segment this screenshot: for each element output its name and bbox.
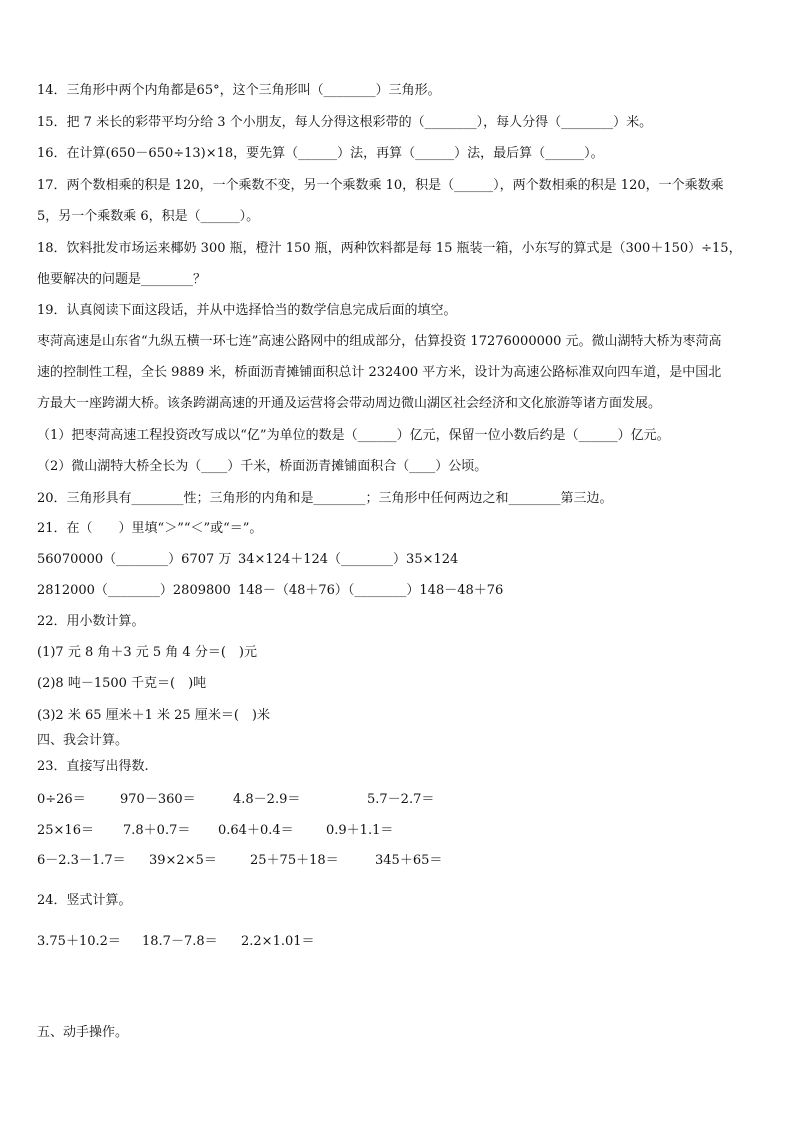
question-19-sub-2: （2）微山湖特大桥全长为（____）千米，桥面沥青摊铺面积合（____）公顷。 (37, 459, 488, 474)
question-19-paragraph-1: 枣菏高速是山东省“九纵五横一环七连”高速公路网中的组成部分，估算投资 17276000000 元。微山湖特大桥为枣菏高 (37, 334, 722, 349)
question-23-title: 23．直接写出得数. (37, 759, 149, 774)
question-20: 20．三角形具有________性；三角形的内角和是________；三角形中任何两边之和________第三边。 (37, 491, 613, 506)
calc-item: 7.8＋0.7＝ (123, 823, 191, 838)
question-22-title: 22．用小数计算。 (37, 614, 145, 629)
vertical-calc-item: 18.7－7.8＝ (142, 934, 218, 949)
question-17-line-2: 5，另一个乘数乘 6，积是（______）。 (37, 209, 260, 224)
calc-item: 345＋65＝ (375, 853, 443, 868)
question-24-title: 24．竖式计算。 (37, 893, 132, 908)
calc-item: 25×16＝ (37, 823, 94, 838)
question-18-line-1: 18．饮料批发市场运来椰奶 300 瓶，橙汁 150 瓶，两种饮料都是每 15 瓶装一箱，小东写的算式是（300＋150）÷15， (37, 241, 742, 256)
question-19-paragraph-3: 方最大一座跨湖大桥。该条跨湖高速的开通及运营将会带动周边微山湖区社会经济和文化旅游等诸方面发展。 (37, 396, 662, 411)
section-5-heading: 五、动手操作。 (37, 1025, 129, 1040)
calc-item: 0÷26＝ (37, 792, 86, 807)
question-22-item-3: (3)2 米 65 厘米＋1 米 25 厘米＝( )米 (37, 708, 270, 723)
calc-item: 970－360＝ (120, 792, 196, 807)
question-19-sub-1: （1）把枣菏高速工程投资改写成以“亿”为单位的数是（______）亿元，保留一位小数后约是（______）亿元。 (37, 428, 670, 443)
compare-item: 56070000（________）6707 万 (37, 552, 232, 567)
calc-item: 5.7－2.7＝ (367, 792, 435, 807)
compare-item: 148－（48＋76）（________）148－48＋76 (238, 583, 504, 598)
calc-item: 0.64＋0.4＝ (218, 823, 294, 838)
vertical-calc-item: 2.2×1.01＝ (241, 934, 315, 949)
question-16: 16．在计算(650－650÷13)×18，要先算（______）法，再算（______）法，最后算（______）。 (37, 146, 604, 161)
question-19-paragraph-2: 速的控制性工程，全长 9889 米，桥面沥青摊铺面积总计 232400 平方米，设计为高速公路标准双向四车道，是中国北 (37, 365, 722, 380)
calc-item: 0.9＋1.1＝ (326, 823, 394, 838)
question-18-line-2: 他要解决的问题是________？ (37, 272, 207, 287)
calc-item: 39×2×5＝ (149, 853, 217, 868)
question-17-line-1: 17．两个数相乘的积是 120，一个乘数不变，另一个乘数乘 10，积是（______），两个数相乘的积是 120，一个乘数乘 (37, 178, 724, 193)
vertical-calc-item: 3.75＋10.2＝ (37, 934, 121, 949)
question-14: 14．三角形中两个内角都是65°，这个三角形叫（________）三角形。 (37, 83, 441, 98)
question-21-title: 21．在（ ）里填“＞”“＜”或“＝”。 (37, 521, 263, 536)
compare-item: 34×124＋124（________）35×124 (238, 552, 459, 567)
calc-item: 25＋75＋18＝ (250, 853, 339, 868)
question-22-item-1: (1)7 元 8 角＋3 元 5 角 4 分＝( )元 (37, 645, 257, 660)
question-19-title: 19．认真阅读下面这段话，并从中选择恰当的数学信息完成后面的填空。 (37, 303, 457, 318)
compare-item: 2812000（________）2809800 (37, 583, 231, 598)
question-15: 15．把 7 米长的彩带平均分给 3 个小朋友，每人分得这根彩带的（________），每人分得（________）米。 (37, 115, 653, 130)
question-22-item-2: (2)8 吨－1500 千克＝( )吨 (37, 676, 207, 691)
calc-item: 4.8－2.9＝ (233, 792, 301, 807)
section-4-heading: 四、我会计算。 (37, 733, 129, 748)
calc-item: 6－2.3－1.7＝ (37, 853, 126, 868)
